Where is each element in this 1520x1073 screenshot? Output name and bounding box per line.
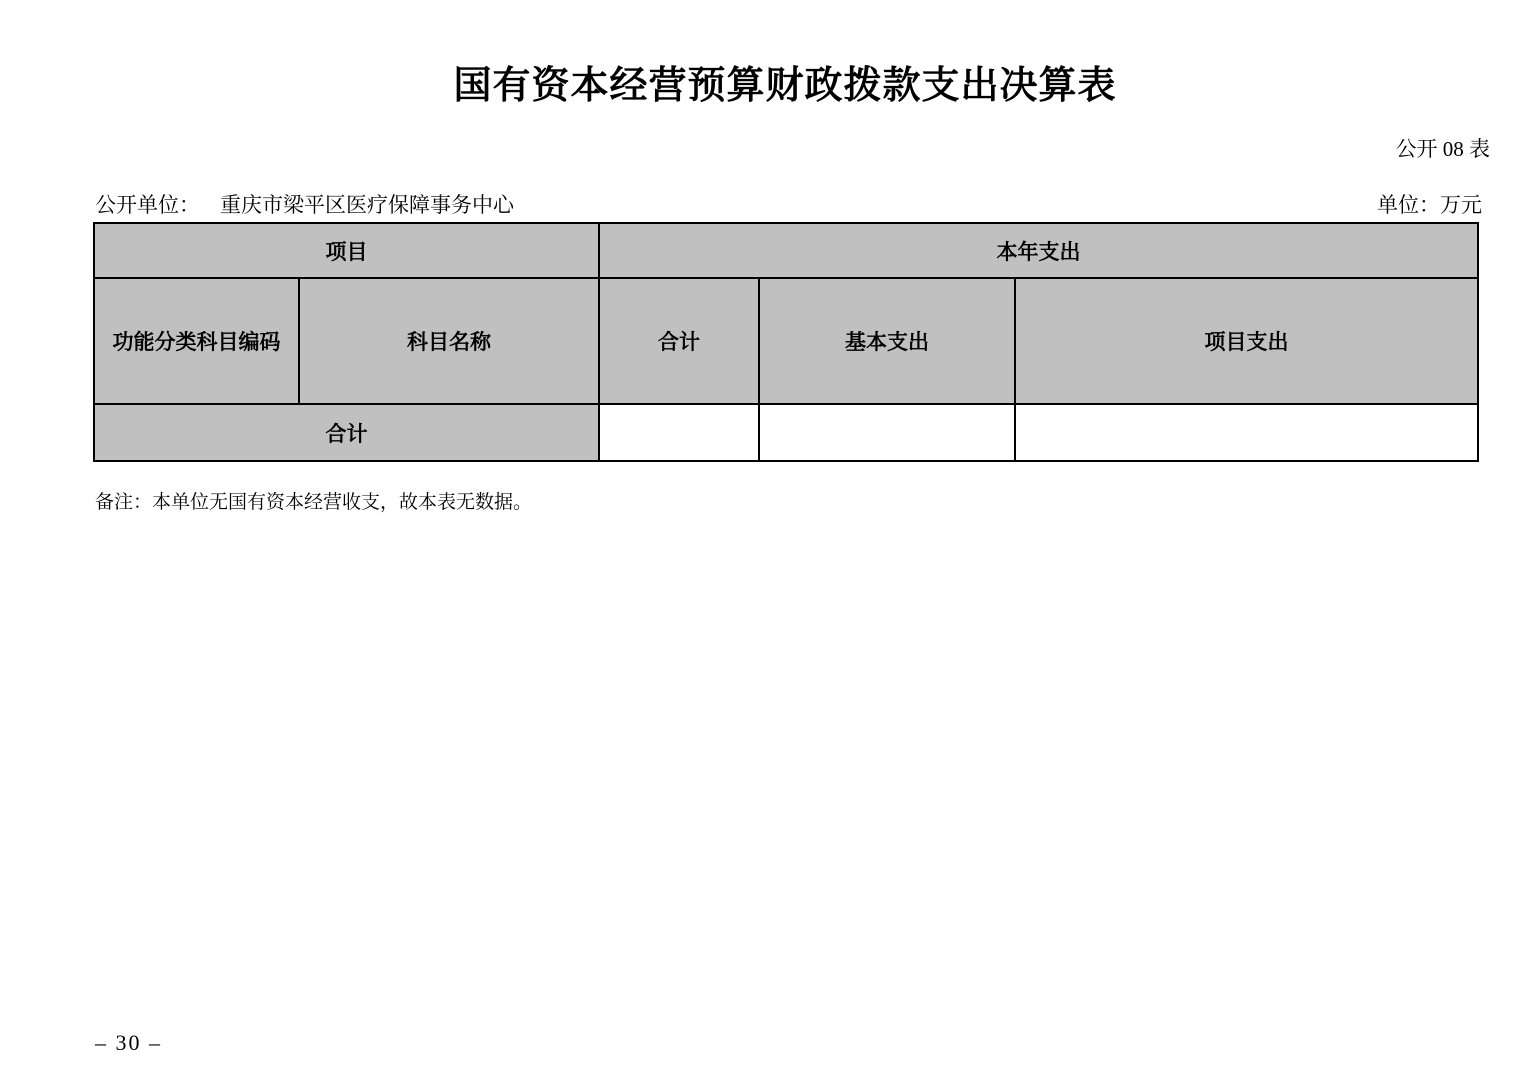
page-number: – 30 – (95, 1030, 162, 1055)
header-project-group: 项目 (94, 223, 599, 278)
header-basic-expenditure: 基本支出 (759, 278, 1015, 404)
currency-unit-label: 单位：万元 (1377, 193, 1482, 217)
total-row-project-expenditure-value (1015, 404, 1478, 461)
header-project-expenditure: 项目支出 (1015, 278, 1478, 404)
publish-unit-name: 重庆市梁平区医疗保障事务中心 (220, 193, 514, 217)
publish-unit-label: 公开单位： (95, 193, 200, 217)
header-current-year-expenditure-group: 本年支出 (599, 223, 1478, 278)
header-subject-name: 科目名称 (299, 278, 599, 404)
table-column-header-row (94, 278, 1478, 404)
table-group-header-row (94, 223, 1478, 278)
total-row-basic-expenditure-value (759, 404, 1015, 461)
meta-line (95, 189, 1482, 219)
table-row-total (94, 404, 1478, 461)
budget-table (93, 222, 1479, 462)
table-code-label: 公开 08 表 (1395, 137, 1490, 161)
remark-note: 备注：本单位无国有资本经营收支，故本表无数据。 (95, 492, 533, 513)
publish-unit-line (95, 189, 514, 219)
total-row-total-value (599, 404, 759, 461)
header-function-code: 功能分类科目编码 (94, 278, 299, 404)
header-total: 合计 (599, 278, 759, 404)
page-title: 国有资本经营预算财政拨款支出决算表 (453, 65, 1117, 107)
total-row-label: 合计 (94, 404, 599, 461)
